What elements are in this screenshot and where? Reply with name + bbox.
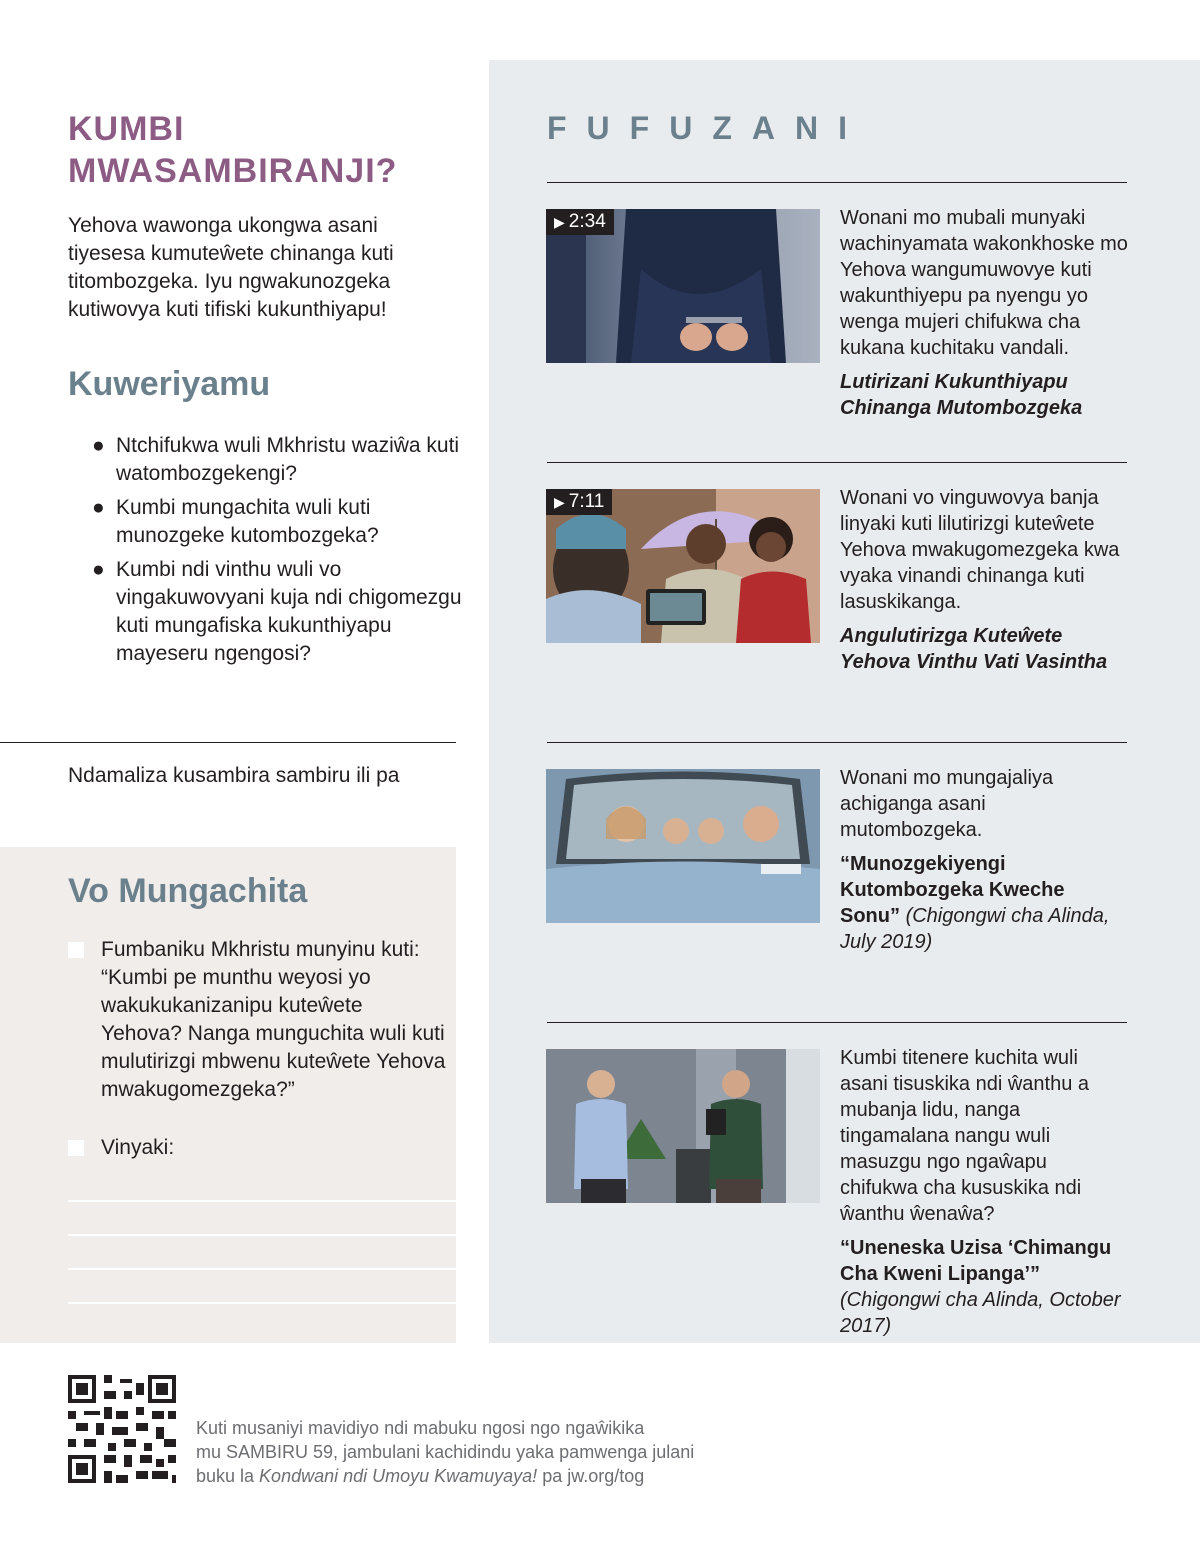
review-item: ● Kumbi ndi vinthu wuli vo vingakuwovyani kuja ndi chigomezgu kuti mungafiska kukunthiyapu mayeseru ngengosi?: [92, 558, 462, 665]
explore-item-link[interactable]: “Uneneska Uzisa ‘Chimangu Cha Kweni Lipanga’” (Chigongwi cha Alinda, October 2017): [840, 1237, 1121, 1337]
explore-item: [840, 1045, 1130, 1339]
action-item: [68, 936, 448, 1104]
action-item-other: [68, 1134, 448, 1162]
video-duration: ▶ 7:11: [546, 489, 612, 515]
family-argument-image: [546, 1049, 820, 1203]
write-line[interactable]: [68, 1268, 456, 1270]
checkbox-icon[interactable]: [68, 1140, 84, 1156]
video-thumbnail-family[interactable]: [546, 489, 820, 643]
divider: [547, 1022, 1127, 1023]
footer-text: Kuti musaniyi mavidiyo ndi mabuku ngosi ngo ngaŵikika mu SAMBIRU 59, jambulani kachidindu yaka pamwenga julani buku la Kondwani ndi Umoyu Kwamuyaya! pa jw.org/tog: [196, 1418, 695, 1486]
summary-title: KUMBI MWASAMBIRANJI?: [68, 110, 398, 190]
explore-item-link[interactable]: Lutirizani Kukunthiyapu Chinanga Mutombozgeka: [840, 371, 1083, 419]
family-in-car-image: [546, 769, 820, 923]
review-title: Kuweriyamu: [68, 365, 271, 403]
review-item: ● Ntchifukwa wuli Mkhristu waziŵa kuti watombozgekengi?: [92, 434, 460, 485]
bullet-icon: ●: [92, 558, 105, 581]
review-list: [92, 432, 462, 674]
explore-item-text: Wonani vo vinguwovya banja linyaki kuti lilutirizgi kuteŵete Yehova mwakugomezgeka kwa vyaka vinandi chinanga kuti lasuskikanga.: [840, 487, 1120, 613]
explore-item: [840, 205, 1130, 421]
write-line[interactable]: [68, 1234, 456, 1236]
summary-text: Yehova wawonga ukongwa asani tiyesesa kumuteŵete chinanga kuti titombozgeka. Iyu ngwakunozgeka kutiwovya kuti tifiski kukunthiyapu!: [68, 214, 394, 321]
divider: [547, 742, 1127, 743]
action-title: Vo Mungachita: [68, 872, 308, 910]
explore-item: [840, 765, 1130, 955]
action-item-text: Vinyaki:: [101, 1136, 175, 1159]
review-item: ● Kumbi mungachita wuli kuti munozgeke kutombozgeka?: [92, 496, 379, 547]
explore-item-text: Wonani mo mungajaliya achiganga asani mutombozgeka.: [840, 767, 1054, 841]
play-icon: ▶: [554, 214, 565, 230]
explore-item-text: Kumbi titenere kuchita wuli asani tisuskika ndi ŵanthu a mubanja lidu, nanga tingamalana nangu wuli masuzgu ngo ngaŵapu chifukwa cha kususkika ndi ŵanthu ŵenaŵa?: [840, 1047, 1090, 1225]
action-item-text: Fumbaniku Mkhristu munyinu kuti: “Kumbi pe munthu weyosi yo wakukukanizanipu kuteŵete Yehova? Nanga munguchita wuli kuti mulutirizgi mbwenu kuteŵete Yehova mwakugomezgeka?”: [101, 938, 446, 1101]
play-icon: ▶: [554, 494, 565, 510]
bullet-icon: ●: [92, 496, 105, 519]
explore-item-link[interactable]: Angulutirizga Kuteŵete Yehova Vinthu Vati Vasintha: [840, 625, 1108, 673]
divider: [547, 462, 1127, 463]
qr-code-icon[interactable]: [68, 1375, 176, 1483]
explore-item-text: Wonani mo mubali munyaki wachinyamata wakonkhoske mo Yehova wangumuwovye kuti wakunthiyepu pa nyengu yo wenga mujeri chifukwa cha kukana kuchitaku vandali.: [840, 207, 1128, 359]
explore-title: FUFUZANI: [547, 110, 867, 146]
explore-item: [840, 485, 1130, 675]
checkbox-icon[interactable]: [68, 942, 84, 958]
divider: [0, 742, 456, 743]
write-line[interactable]: [68, 1302, 456, 1304]
article-image-argument[interactable]: [546, 1049, 820, 1203]
bullet-icon: ●: [92, 434, 105, 457]
video-duration: ▶ 2:34: [546, 209, 614, 235]
video-thumbnail-prison[interactable]: [546, 209, 820, 363]
write-line[interactable]: [68, 1200, 456, 1202]
divider: [547, 182, 1127, 183]
finished-text: Ndamaliza kusambira sambiru ili pa: [68, 764, 400, 787]
article-image-car[interactable]: [546, 769, 820, 923]
explore-item-link[interactable]: “Munozgekiyengi Kutombozgeka Kweche Sonu” (Chigongwi cha Alinda, July 2019): [840, 853, 1110, 953]
